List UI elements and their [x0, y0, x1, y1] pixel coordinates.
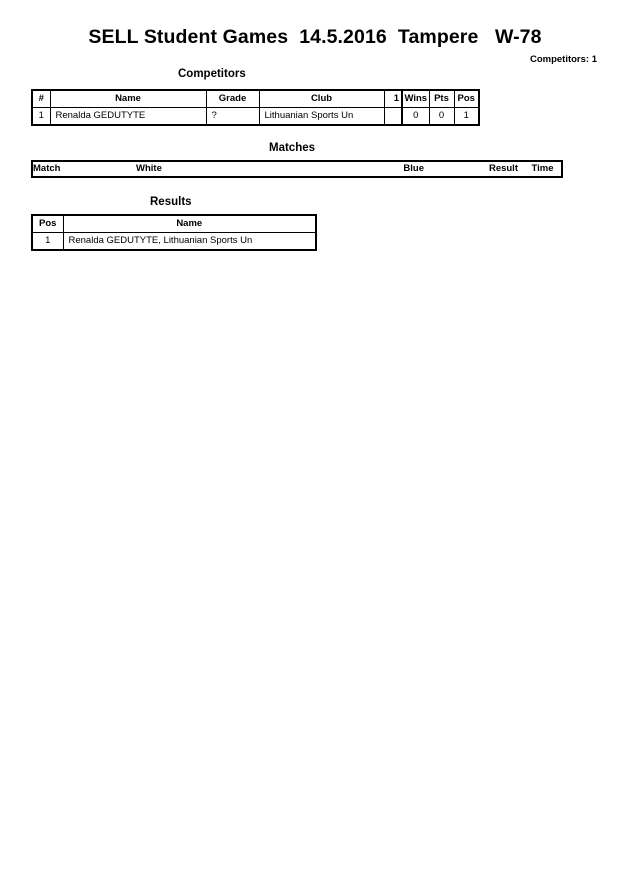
col-pos: Pos [32, 215, 63, 233]
result-pos: 1 [32, 233, 63, 251]
col-white: White [136, 163, 162, 174]
competitor-pos: 1 [454, 108, 479, 126]
table-row [32, 233, 316, 251]
matches-heading: Matches [269, 142, 316, 154]
competitors-header-row [32, 90, 479, 108]
competitors-count: Competitors: 1 [529, 54, 597, 65]
col-grade: Grade [206, 90, 259, 108]
page-title: SELL Student Games 14.5.2016 Tampere W-78 [88, 26, 542, 48]
results-header-row [32, 215, 316, 233]
col-wins: Wins [402, 90, 429, 108]
col-match: Match [33, 163, 61, 174]
col-name: Name [63, 215, 316, 233]
col-name: Name [50, 90, 206, 108]
competitors-heading: Competitors [178, 68, 246, 80]
col-round-1: 1 [384, 90, 402, 108]
results-heading: Results [150, 196, 192, 208]
col-pos: Pos [454, 90, 479, 108]
competitor-wins: 0 [402, 108, 429, 126]
competitor-name: Renalda GEDUTYTE [50, 108, 206, 126]
col-result: Result [488, 163, 518, 174]
results-table [31, 214, 317, 251]
col-pts: Pts [429, 90, 454, 108]
competitor-round-1 [384, 108, 402, 126]
result-name: Renalda GEDUTYTE, Lithuanian Sports Un [63, 233, 316, 251]
col-time: Time [531, 163, 554, 174]
table-row [32, 108, 479, 126]
competitor-club: Lithuanian Sports Un [259, 108, 384, 126]
col-num: # [32, 90, 50, 108]
matches-header-row [32, 161, 562, 177]
competitor-grade: ? [206, 108, 259, 126]
competitors-table [31, 89, 480, 126]
matches-table [31, 160, 563, 178]
competitor-num: 1 [32, 108, 50, 126]
col-blue: Blue [403, 163, 424, 174]
col-club: Club [259, 90, 384, 108]
competitor-pts: 0 [429, 108, 454, 126]
